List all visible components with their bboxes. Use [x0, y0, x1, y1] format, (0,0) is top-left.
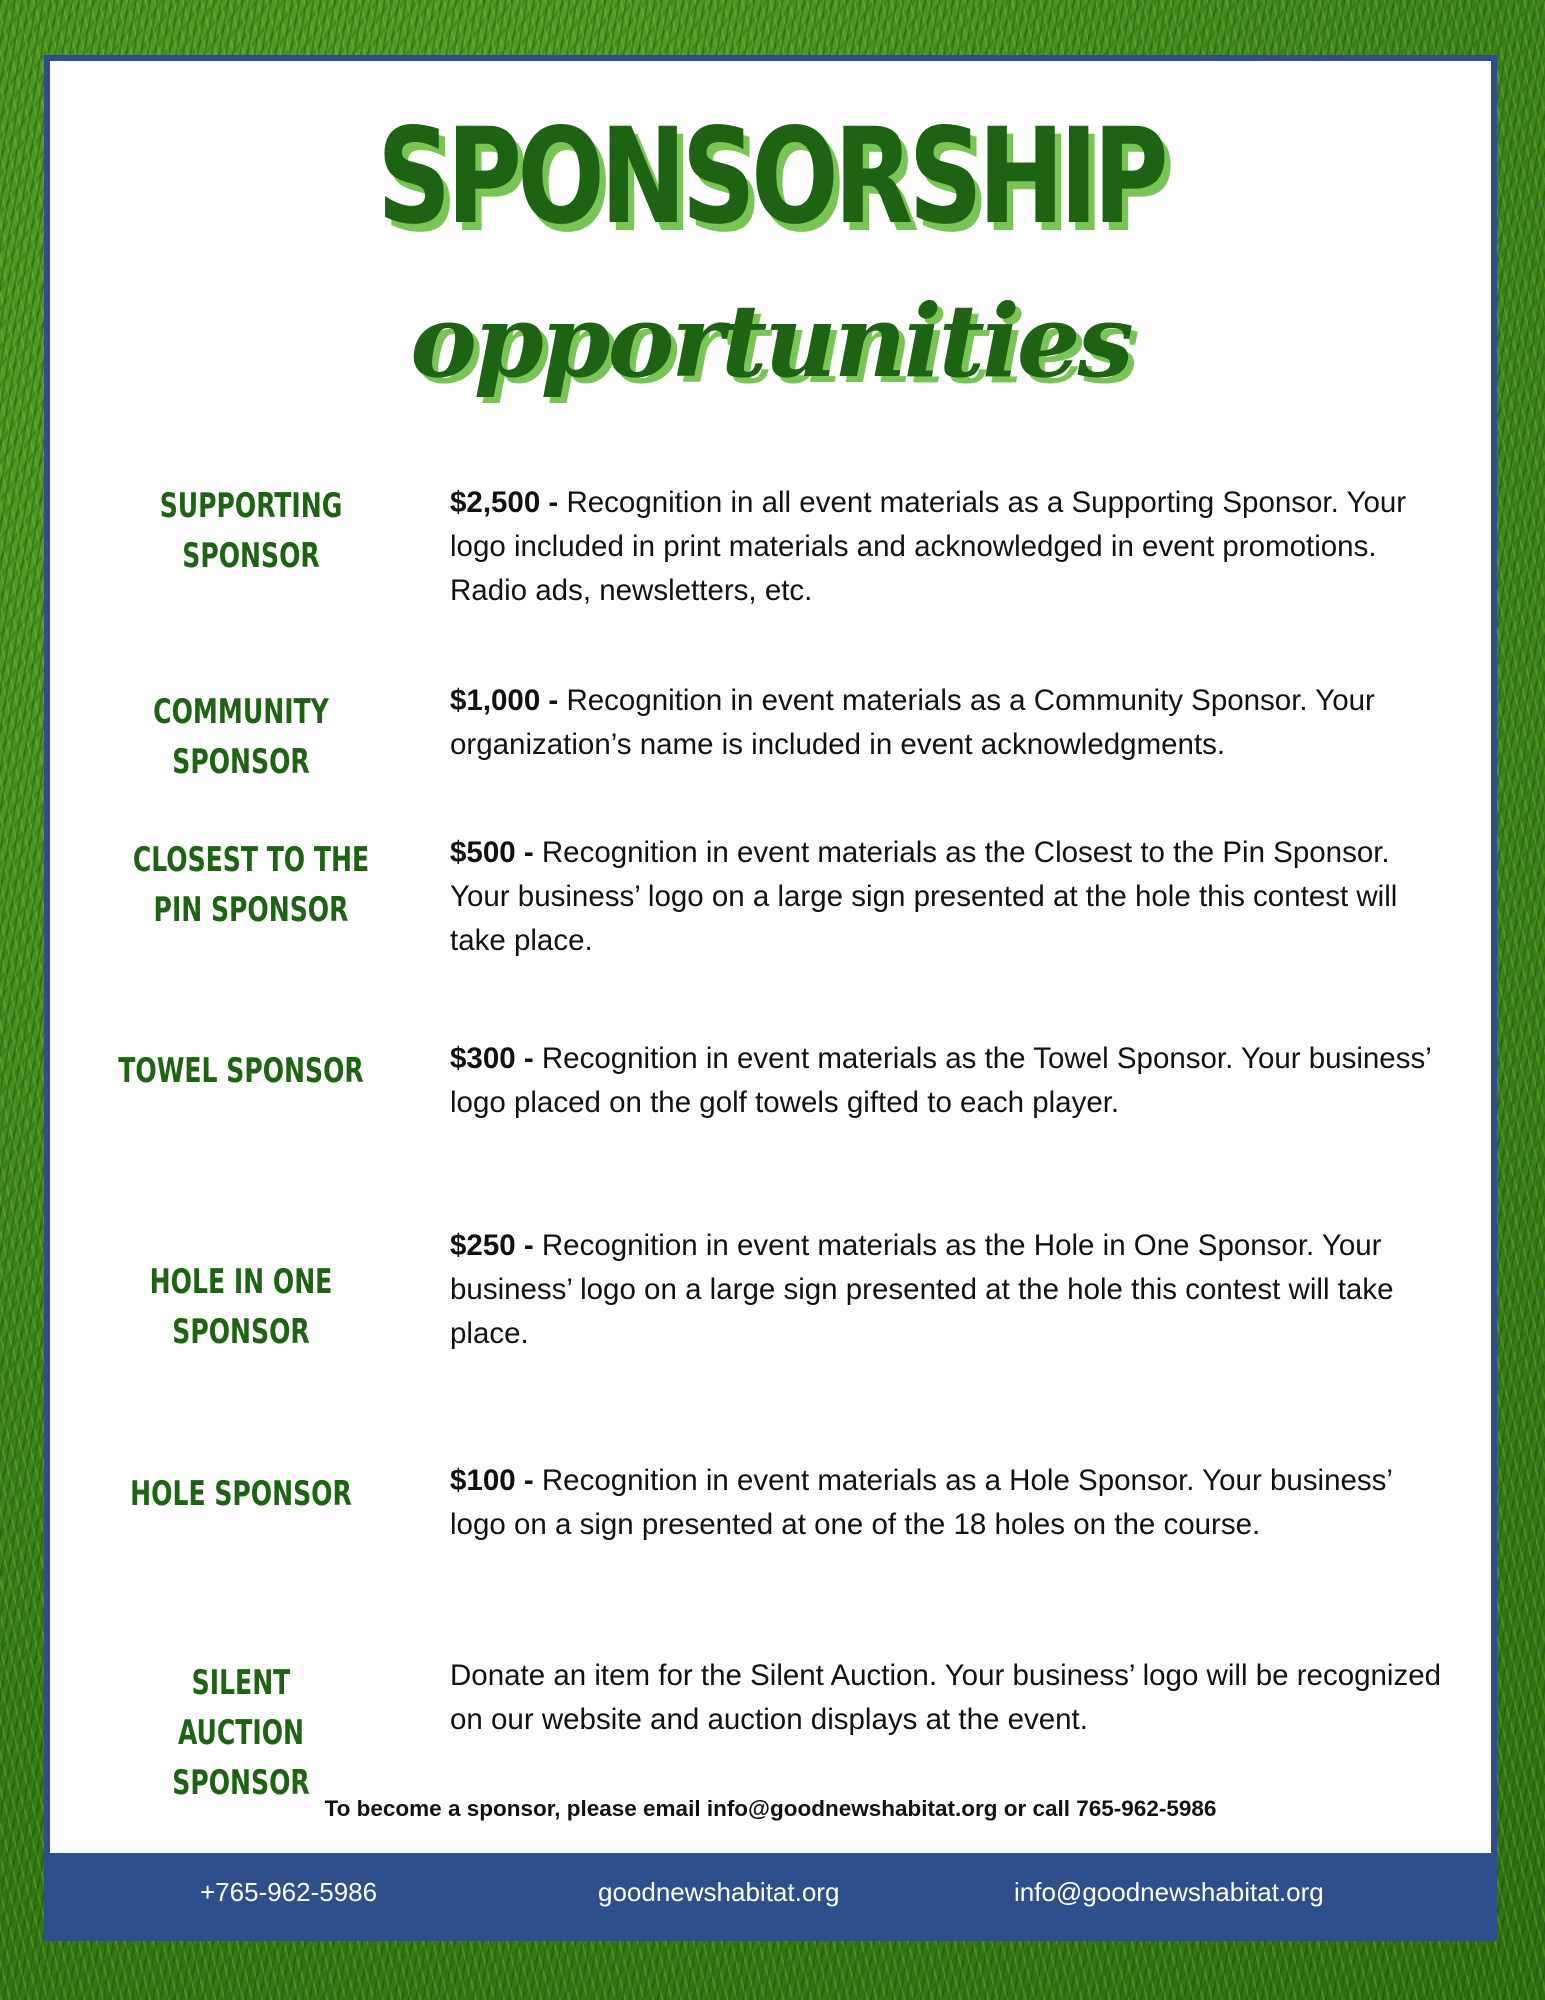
- footer-email-link[interactable]: info@goodnewshabitat.org: [1014, 1877, 1324, 1907]
- page-subtitle: opportunities: [410, 282, 1131, 400]
- sponsor-description: [450, 1224, 1450, 1356]
- sponsor-price: $1,000 -: [450, 684, 559, 717]
- sponsor-price: $100 -: [450, 1464, 534, 1497]
- sponsor-description: [450, 1037, 1450, 1125]
- flyer-page: [44, 55, 1497, 1941]
- sponsor-text: Recognition in event materials as the Closest to the Pin Sponsor. Your business’ logo on a large sign presented at the hole this contest will take place.: [450, 836, 1398, 957]
- sponsor-description: [450, 831, 1450, 963]
- sponsor-name: HOLE IN ONE SPONSOR: [149, 1262, 333, 1352]
- footer-phone[interactable]: +765-962-5986: [200, 1877, 378, 1907]
- sponsor-text: Donate an item for the Silent Auction. Your business’ logo will be recognized on our website and auction displays at the event.: [450, 1659, 1442, 1736]
- sponsor-name: HOLE SPONSOR: [130, 1474, 352, 1514]
- sponsor-price: $500 -: [450, 836, 534, 869]
- sponsor-name: COMMUNITY SPONSOR: [153, 692, 329, 782]
- sponsor-name: CLOSEST TO THE PIN SPONSOR: [132, 840, 370, 930]
- sponsor-name: SILENT AUCTION SPONSOR: [172, 1663, 310, 1803]
- sponsor-text: Recognition in all event materials as a Supporting Sponsor. Your logo included in print materials and acknowledged in event promotions. Radio ads, newsletters, etc.: [450, 486, 1407, 607]
- sponsor-description: [450, 1459, 1450, 1547]
- footer-bar: [50, 1853, 1491, 1935]
- call-to-action: To become a sponsor, please email info@goodnewshabitat.org or call 765-962-5986: [324, 1796, 1217, 1821]
- sponsor-text: Recognition in event materials as the Hole in One Sponsor. Your business’ logo on a large sign presented at the hole this contest will take place.: [450, 1229, 1394, 1350]
- sponsor-name: SUPPORTING SPONSOR: [159, 486, 343, 576]
- sponsor-description: [450, 1654, 1450, 1742]
- sponsor-price: $300 -: [450, 1042, 534, 1075]
- sponsor-description: [450, 481, 1450, 613]
- page-title: SPONSORSHIP: [377, 100, 1164, 254]
- sponsor-price: $2,500 -: [450, 486, 559, 519]
- sponsor-name: TOWEL SPONSOR: [118, 1051, 364, 1091]
- sponsor-text: Recognition in event materials as a Hole Sponsor. Your business’ logo on a sign presented at one of the 18 holes on the course.: [450, 1464, 1392, 1541]
- sponsor-text: Recognition in event materials as a Community Sponsor. Your organization’s name is included in event acknowledgments.: [450, 684, 1375, 761]
- sponsor-price: $250 -: [450, 1229, 534, 1262]
- sponsor-description: [450, 679, 1450, 767]
- footer-website-link[interactable]: goodnewshabitat.org: [598, 1877, 840, 1907]
- sponsor-text: Recognition in event materials as the Towel Sponsor. Your business’ logo placed on the golf towels gifted to each player.: [450, 1042, 1431, 1119]
